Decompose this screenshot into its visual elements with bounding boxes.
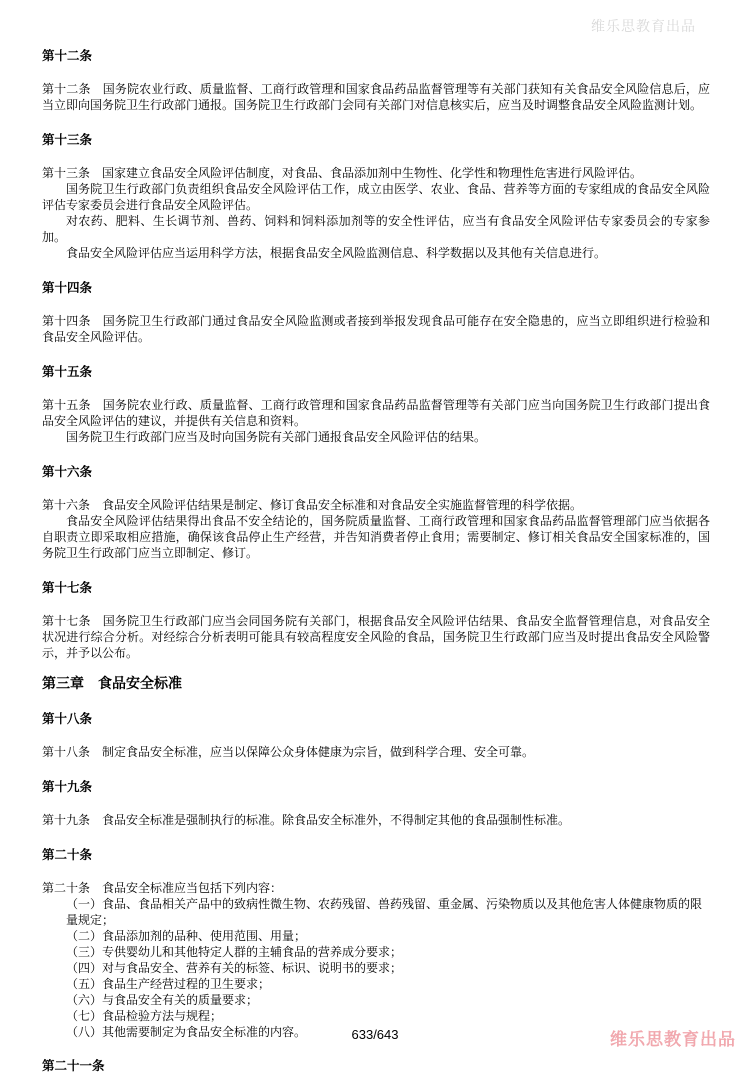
article-20-item: （二）食品添加剂的品种、使用范围、用量； bbox=[66, 929, 307, 943]
article-15-paragraph-1: 第十五条 国务院农业行政、质量监督、工商行政管理和国家食品药品监督管理等有关部门应当向国务院卫生行政部门提出食品安全风险评估的建议，并提供有关信息和资料。 bbox=[42, 398, 710, 428]
article-17-paragraph: 第十七条 国务院卫生行政部门应当会同国务院有关部门，根据食品安全风险评估结果、食品安全监督管理信息，对食品安全状况进行综合分析。对经综合分析表明可能具有较高程度安全风险的食品，国务院卫生行政部门应当及时提出食品安全风险警示，并予以公布。 bbox=[42, 614, 710, 660]
article-13-paragraph-1: 第十三条 国家建立食品安全风险评估制度，对食品、食品添加剂中生物性、化学性和物理性危害进行风险评估。 bbox=[42, 166, 643, 180]
article-13-paragraph-3: 对农药、肥料、生长调节剂、兽药、饲料和饲料添加剂等的安全性评估，应当有食品安全风险评估专家委员会的专家参加。 bbox=[42, 214, 710, 244]
article-18-paragraph: 第十八条 制定食品安全标准，应当以保障公众身体健康为宗旨，做到科学合理、安全可靠。 bbox=[42, 745, 535, 759]
article-20-item: （七）食品检验方法与规程； bbox=[66, 1009, 223, 1023]
article-17-heading: 第十七条 bbox=[42, 580, 93, 595]
article-20-item: （一）食品、食品相关产品中的致病性微生物、农药残留、兽药残留、重金属、污染物质以及其他危害人体健康物质的限量规定； bbox=[66, 897, 703, 927]
article-13-paragraph-4: 食品安全风险评估应当运用科学方法，根据食品安全风险监测信息、科学数据以及其他有关信息进行。 bbox=[66, 246, 607, 260]
article-16-heading: 第十六条 bbox=[42, 464, 93, 479]
article-19-heading: 第十九条 bbox=[42, 779, 93, 794]
article-20-item: （三）专供婴幼儿和其他特定人群的主辅食品的营养成分要求； bbox=[66, 945, 403, 959]
article-20-item: （八）其他需要制定为食品安全标准的内容。 bbox=[66, 1025, 307, 1039]
article-14-paragraph: 第十四条 国务院卫生行政部门通过食品安全风险监测或者接到举报发现食品可能存在安全隐患的，应当立即组织进行检验和食品安全风险评估。 bbox=[42, 314, 710, 344]
article-13-paragraph-2: 国务院卫生行政部门负责组织食品安全风险评估工作，成立由医学、农业、食品、营养等方面的专家组成的食品安全风险评估专家委员会进行食品安全风险评估。 bbox=[42, 182, 710, 212]
article-20-heading: 第二十条 bbox=[42, 847, 93, 862]
article-14-heading: 第十四条 bbox=[42, 280, 93, 295]
document-body bbox=[42, 48, 710, 1074]
article-21-heading: 第二十一条 bbox=[42, 1058, 105, 1073]
watermark-top: 维乐思教育出品 bbox=[591, 19, 696, 35]
article-12-paragraph: 第十二条 国务院农业行政、质量监督、工商行政管理和国家食品药品监督管理等有关部门获知有关食品安全风险信息后，应当立即向国务院卫生行政部门通报。国务院卫生行政部门会同有关部门对信息核实后，应当及时调整食品安全风险监测计划。 bbox=[42, 82, 710, 112]
article-20-paragraph: 第二十条 食品安全标准应当包括下列内容： bbox=[42, 881, 283, 895]
article-20-item: （四）对与食品安全、营养有关的标签、标识、说明书的要求； bbox=[66, 961, 403, 975]
article-16-paragraph-2: 食品安全风险评估结果得出食品不安全结论的，国务院质量监督、工商行政管理和国家食品药品监督管理部门应当依据各自职责立即采取相应措施，确保该食品停止生产经营，并告知消费者停止食用；需要制定、修订相关食品安全国家标准的，国务院卫生行政部门应当立即制定、修订。 bbox=[42, 514, 710, 560]
page-number: 633/643 bbox=[351, 1027, 399, 1042]
article-15-heading: 第十五条 bbox=[42, 364, 93, 379]
article-13-heading: 第十三条 bbox=[42, 132, 93, 147]
article-20-item: （五）食品生产经营过程的卫生要求； bbox=[66, 977, 271, 991]
article-19-paragraph: 第十九条 食品安全标准是强制执行的标准。除食品安全标准外，不得制定其他的食品强制性标准。 bbox=[42, 813, 571, 827]
chapter-3-title: 第三章 食品安全标准 bbox=[42, 676, 182, 692]
article-15-paragraph-2: 国务院卫生行政部门应当及时向国务院有关部门通报食品安全风险评估的结果。 bbox=[66, 430, 487, 444]
article-18-heading: 第十八条 bbox=[42, 711, 93, 726]
watermark-logo: 维乐思教育出品 bbox=[610, 1030, 736, 1050]
article-16-paragraph-1: 第十六条 食品安全风险评估结果是制定、修订食品安全标准和对食品安全实施监督管理的科学依据。 bbox=[42, 498, 583, 512]
article-12-heading: 第十二条 bbox=[42, 48, 93, 63]
article-20-item: （六）与食品安全有关的质量要求； bbox=[66, 993, 259, 1007]
